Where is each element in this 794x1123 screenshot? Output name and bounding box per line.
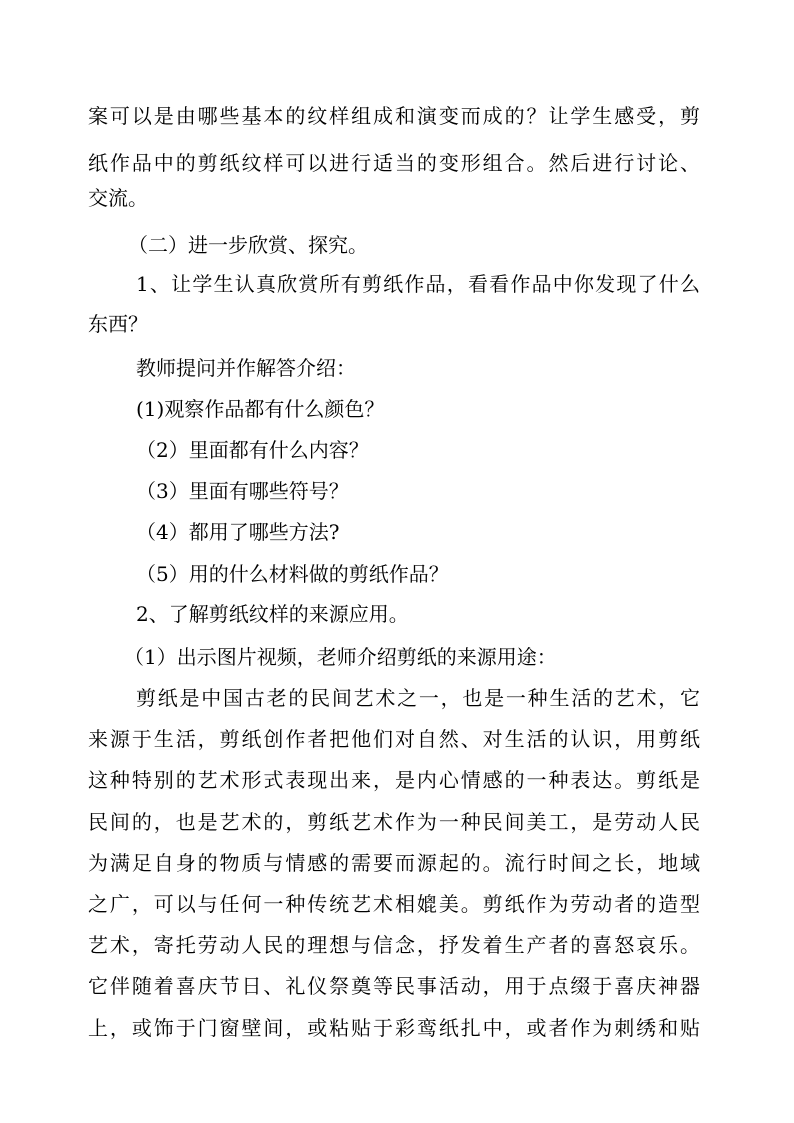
text-line-14: （1）出示图片视频，老师介绍剪纸的来源用途：	[124, 645, 557, 669]
paragraph-line-4: 民间的，也是艺术的，剪纸艺术作为一种民间美工，是劳动人民	[88, 810, 700, 834]
paragraph-line-6: 之广，可以与任何一种传统艺术相媲美。剪纸作为劳动者的造型	[88, 892, 700, 916]
text-line-6: 东西？	[88, 312, 148, 336]
paragraph-line-5: 为满足自身的物质与情感的需要而源起的。流行时间之长，地域	[88, 851, 700, 875]
question-3: （3）里面有哪些符号？	[136, 479, 349, 503]
text-line-3: 交流。	[88, 186, 148, 210]
question-5: （5）用的什么材料做的剪纸作品？	[136, 562, 449, 586]
text-line-2: 纸作品中的剪纸纹样可以进行适当的变形组合。然后进行讨论、	[88, 151, 700, 175]
question-4: （4）都用了哪些方法?	[136, 520, 340, 544]
paragraph-line-8: 它伴随着喜庆节日、礼仪祭奠等民事活动，用于点缀于喜庆神器	[88, 974, 700, 998]
text-line-5: 1、让学生认真欣赏所有剪纸作品，看看作品中你发现了什么	[136, 272, 700, 296]
text-line-7: 教师提问并作解答介绍：	[136, 356, 356, 380]
paragraph-line-1: 剪纸是中国古老的民间艺术之一，也是一种生活的艺术，它	[136, 686, 700, 710]
question-2: （2）里面都有什么内容？	[136, 438, 369, 462]
paragraph-line-9: 上，或饰于门窗壁间，或粘贴于彩鸾纸扎中，或者作为刺绣和贴	[88, 1016, 700, 1040]
section-heading: （二）进一步欣赏、探究。	[128, 233, 368, 257]
question-1: (1)观察作品都有什么颜色？	[136, 397, 385, 421]
text-line-1: 案可以是由哪些基本的纹样组成和演变而成的？让学生感受，剪	[88, 104, 700, 128]
paragraph-line-7: 艺术，寄托劳动人民的理想与信念，抒发着生产者的喜怒哀乐。	[88, 933, 700, 957]
paragraph-line-3: 这种特别的艺术形式表现出来，是内心情感的一种表达。剪纸是	[88, 768, 700, 792]
paragraph-line-2: 来源于生活，剪纸创作者把他们对自然、对生活的认识，用剪纸	[88, 727, 700, 751]
text-line-13: 2、了解剪纸纹样的来源应用。	[136, 602, 409, 626]
